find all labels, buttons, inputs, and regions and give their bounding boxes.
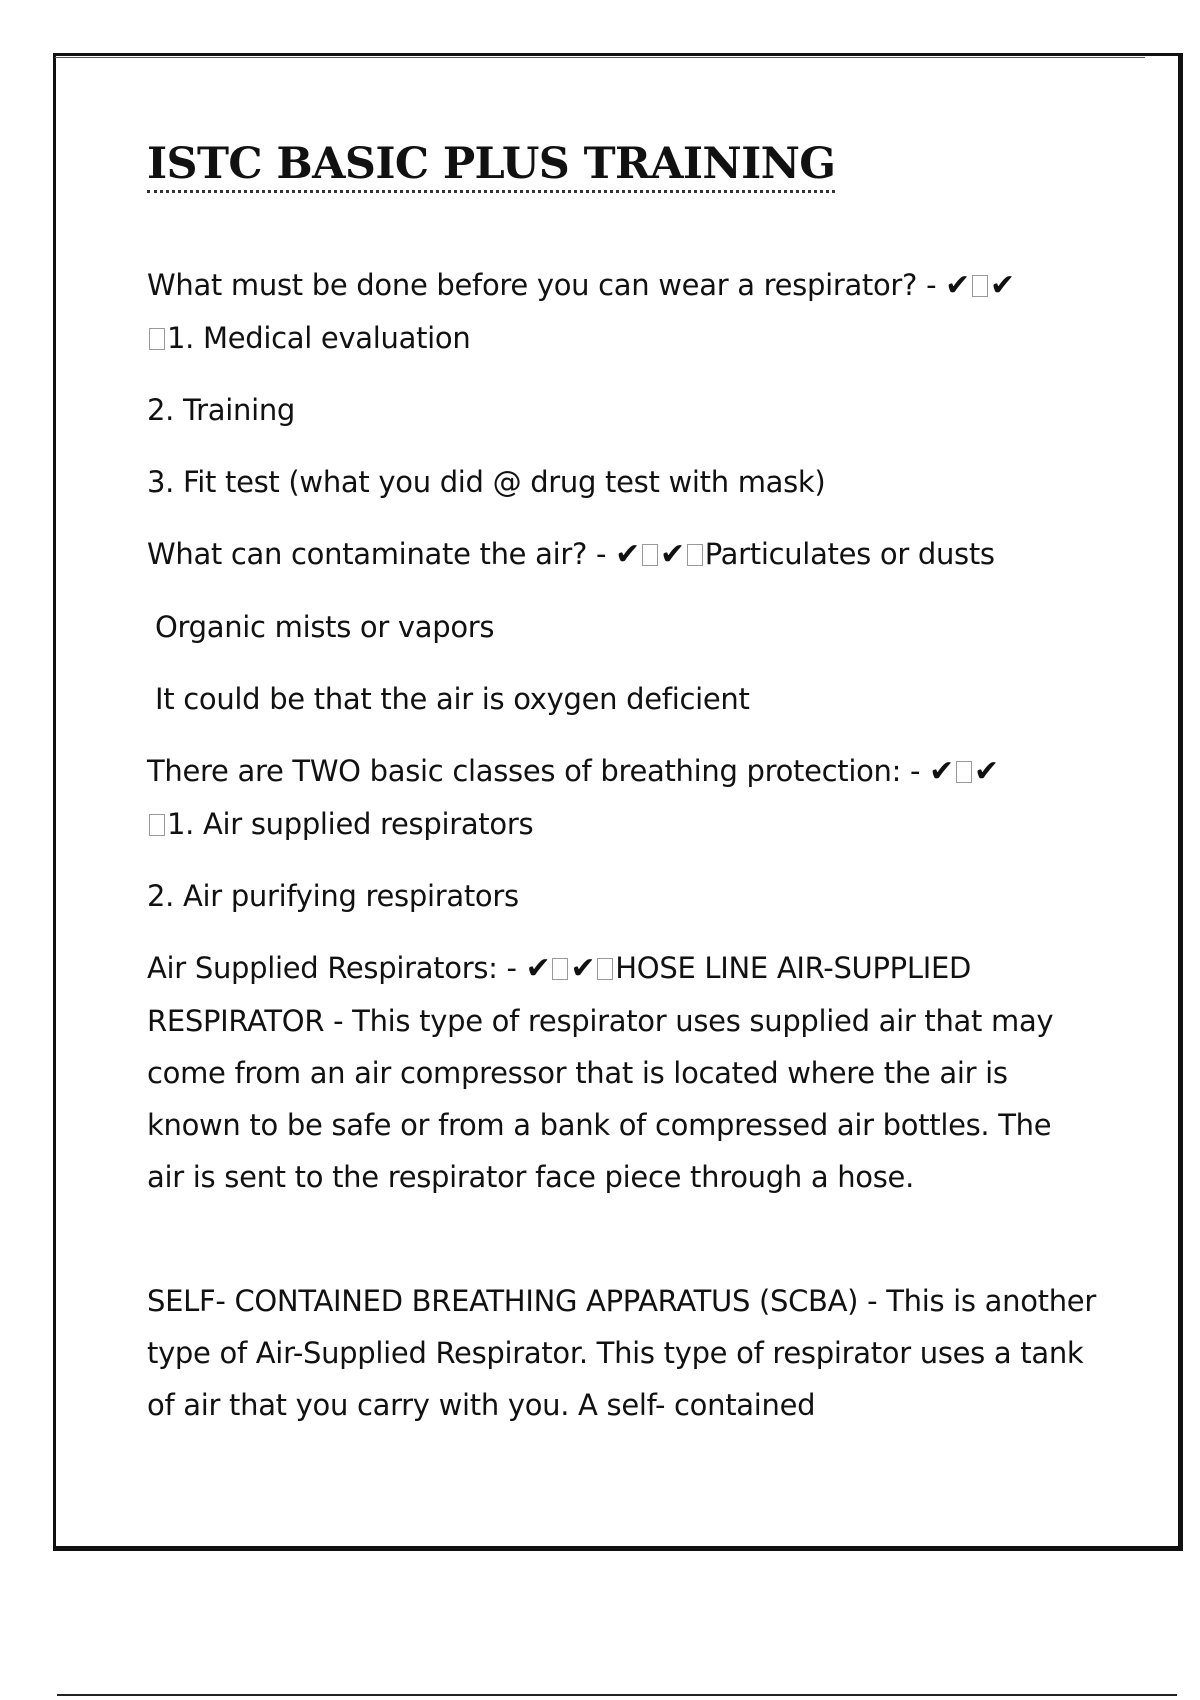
question-air-contaminants xyxy=(147,528,1097,581)
answer-text: 1. Medical evaluation xyxy=(167,320,471,355)
answer-text: Particulates or dusts xyxy=(704,536,995,571)
answer-line: 2. Air purifying respirators xyxy=(147,878,519,913)
missing-glyph-box-icon xyxy=(149,328,165,350)
answer-line: It could be that the air is oxygen deficient xyxy=(155,681,750,716)
question-text: What must be done before you can wear a respirator? - xyxy=(147,267,946,302)
missing-glyph-box-icon xyxy=(552,958,568,980)
missing-glyph-box-icon xyxy=(972,275,988,297)
missing-glyph-box-icon xyxy=(642,544,658,566)
answer-text: HOSE LINE AIR-SUPPLIED RESPIRATOR - This type of respirator uses supplied air that may come from an air compressor that is located where the air is known to be safe or from a bank of compressed air bottles. The air is sent to the respirator face piece through a hose. xyxy=(147,950,1054,1194)
check-mark-icon: ✔ xyxy=(570,950,596,986)
scba-paragraph: SELF- CONTAINED BREATHING APPARATUS (SCBA) - This is another type of Air-Supplied Respirator. This type of respirator uses a tank of air that you carry with you. A self- contained xyxy=(147,1283,1096,1422)
footer-rule xyxy=(57,1694,1177,1696)
missing-glyph-box-icon xyxy=(956,761,972,783)
page-border-inner-line xyxy=(55,57,1145,58)
question-respirator-requirements xyxy=(147,259,1097,364)
check-mark-icon: ✔ xyxy=(615,536,640,572)
missing-glyph-box-icon xyxy=(687,544,703,566)
document-title: ISTC BASIC PLUS TRAINING xyxy=(147,140,835,193)
check-mark-icon: ✔ xyxy=(525,950,551,986)
check-mark-icon: ✔ xyxy=(990,267,1015,303)
missing-glyph-box-icon xyxy=(149,814,165,836)
check-mark-icon: ✔ xyxy=(929,753,954,789)
question-text: Air Supplied Respirators: - xyxy=(147,950,526,985)
answer-line: 3. Fit test (what you did @ drug test with mask) xyxy=(147,464,826,499)
question-breathing-protection-classes xyxy=(147,745,1097,850)
document-body xyxy=(147,140,1097,1451)
check-mark-icon: ✔ xyxy=(945,267,970,303)
missing-glyph-box-icon xyxy=(597,958,613,980)
answer-line: Organic mists or vapors xyxy=(155,609,495,644)
check-mark-icon: ✔ xyxy=(659,536,685,572)
answer-text: 1. Air supplied respirators xyxy=(167,806,534,841)
question-text: What can contaminate the air? - xyxy=(147,536,616,571)
answer-line: 2. Training xyxy=(147,392,296,427)
question-text: There are TWO basic classes of breathing protection: - xyxy=(147,753,930,788)
question-air-supplied-respirators xyxy=(147,942,1097,1203)
check-mark-icon: ✔ xyxy=(973,753,999,789)
